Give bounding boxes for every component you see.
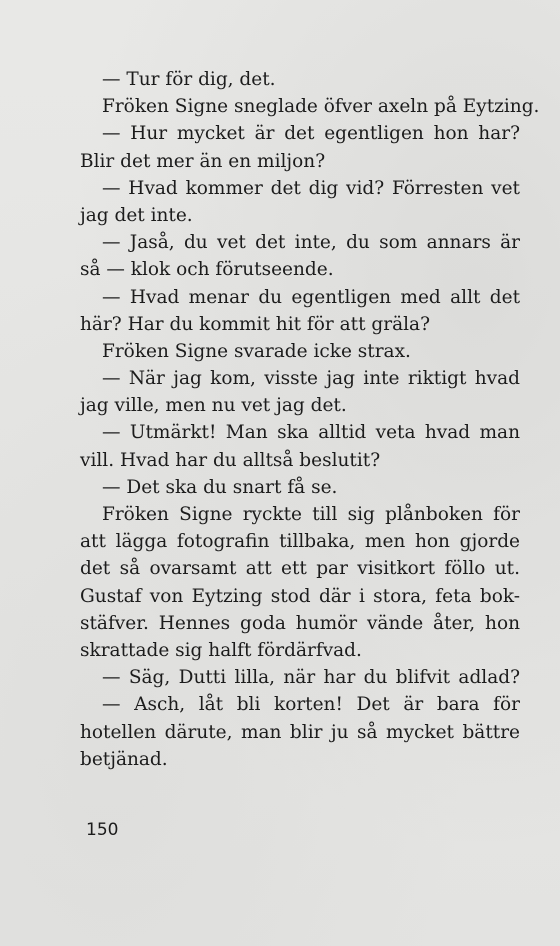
text-line: — Säg, Dutti lilla, när har du blifvit adlad? [102,667,520,689]
text-line: här? Har du kommit hit för att gräla? [80,313,430,335]
text-line: — Hvad kommer det dig vid? Förresten vet [102,177,520,199]
text-line: — Hur mycket är det egentligen hon har? [102,123,520,145]
text-line: — När jag kom, visste jag inte riktigt hvad [102,368,520,390]
text-line: — Jaså, du vet det inte, du som annars är [102,232,520,254]
text-line: Blir det mer än en miljon? [80,150,326,172]
body-text [80,66,540,773]
text-line: det så ovarsamt att ett par visitkort föllo ut. [80,558,520,580]
text-line: — Tur för dig, det. [102,69,276,90]
text-line: — Utmärkt! Man ska alltid veta hvad man [102,422,520,444]
text-line: jag det inte. [80,204,193,226]
text-line: — Hvad menar du egentligen med allt det [102,286,520,308]
text-line: skrattade sig halft fördärfvad. [80,639,362,661]
text-line: betjänad. [80,748,168,770]
text-line: Fröken Signe sneglade öfver axeln på Eytzing. [102,96,540,118]
text-line: Fröken Signe svarade icke strax. [102,340,411,362]
text-line: Fröken Signe ryckte till sig plånboken för [102,504,520,525]
text-line: jag ville, men nu vet jag det. [80,395,347,417]
text-line: stäfver. Hennes goda humör vände åter, hon [80,612,520,634]
text-line: vill. Hvad har du alltså beslutit? [80,449,381,471]
text-line: — Det ska du snart få se. [102,476,338,498]
text-line: hotellen därute, man blir ju så mycket bättre [80,721,520,743]
text-line: — Asch, låt bli korten! Det är bara för [102,694,520,716]
text-line: Gustaf von Eytzing stod där i stora, feta bok- [80,585,520,607]
text-line: så — klok och förutseende. [80,259,334,281]
page-number: 150 [86,820,119,840]
text-line: att lägga fotografin tillbaka, men hon gjorde [80,531,520,553]
